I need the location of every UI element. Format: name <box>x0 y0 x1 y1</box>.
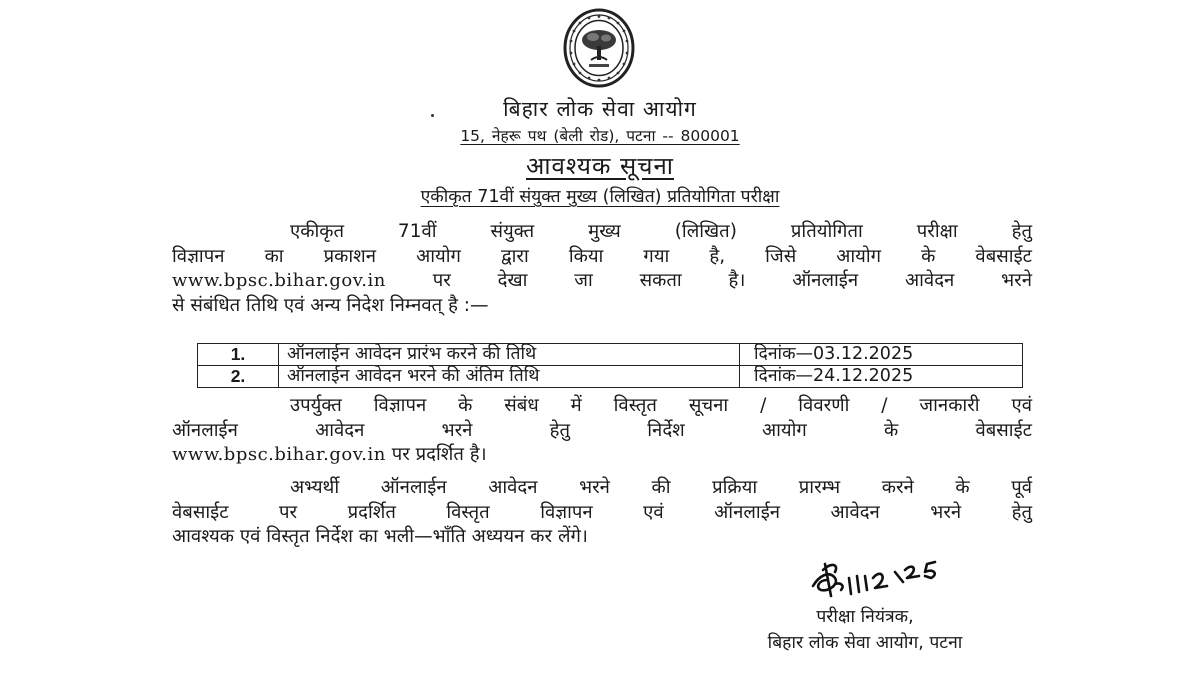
paragraph-line: एकीकृत 71वीं संयुक्त मुख्य (लिखित) प्रतियोगिता परीक्षा हेतु <box>290 221 1032 242</box>
paragraph-line: अभ्यर्थी ऑनलाईन आवेदन भरने की प्रक्रिया प्रारम्भ करने के पूर्व <box>290 477 1032 498</box>
organization-title: बिहार लोक सेवा आयोग <box>503 97 697 121</box>
paragraph-line: वेबसाईट पर प्रदर्शित विस्तृत विज्ञापन एवं ऑनलाईन आवेदन भरने हेतु <box>172 501 1032 523</box>
table-row <box>198 366 1023 388</box>
notice-heading: आवश्यक सूचना <box>525 152 675 180</box>
website-link[interactable]: www.bpsc.bihar.gov.in <box>172 270 386 291</box>
important-dates-table <box>197 343 1023 388</box>
row-date: दिनांक—03.12.2025 <box>740 344 1023 366</box>
paragraph-line: ऑनलाईन आवेदन भरने हेतु निर्देश आयोग के वेबसाईट <box>172 419 1032 441</box>
paragraph-candidate-instructions <box>172 476 1032 550</box>
paragraph-line: उपर्युक्त विज्ञापन के संबंध में विस्तृत सूचना / विवरणी / जानकारी एवं <box>290 395 1032 416</box>
signatory-designation: परीक्षा नियंत्रक, <box>816 607 914 627</box>
row-label: ऑनलाईन आवेदन प्रारंभ करने की तिथि <box>279 344 740 366</box>
table-row <box>198 344 1023 366</box>
paragraph-line: विज्ञापन का प्रकाशन आयोग द्वारा किया गया है, जिसे आयोग के वेबसाईट <box>172 245 1032 267</box>
paragraph-advertisement-info <box>172 220 1032 318</box>
paragraph-line: आवश्यक एवं विस्तृत निर्देश का भली—भाँति अध्ययन कर लेंगे। <box>172 526 588 547</box>
paragraph-line: www.bpsc.bihar.gov.in पर देखा जा सकता है। ऑनलाईन आवेदन भरने <box>172 270 1032 291</box>
row-serial: 2. <box>198 366 279 388</box>
paragraph-line: से संबंधित तिथि एवं अन्य निदेश निम्नवत् है :— <box>172 294 489 316</box>
paragraph-line: www.bpsc.bihar.gov.in पर प्रदर्शित है। <box>172 444 487 465</box>
row-label: ऑनलाईन आवेदन भरने की अंतिम तिथि <box>279 366 740 388</box>
signatory-organization: बिहार लोक सेवा आयोग, पटना <box>767 633 963 653</box>
row-date: दिनांक—24.12.2025 <box>740 366 1023 388</box>
notice-subtitle: एकीकृत 71वीं संयुक्त मुख्य (लिखित) प्रतियोगिता परीक्षा <box>420 187 780 207</box>
paragraph-details-info <box>172 394 1032 468</box>
bpsc-seal-icon <box>563 8 635 88</box>
organization-address: 15, नेहरू पथ (बेली रोड), पटना -- 800001 <box>460 127 740 145</box>
handwritten-signature-icon <box>805 556 965 606</box>
row-serial: 1. <box>198 344 279 366</box>
website-link[interactable]: www.bpsc.bihar.gov.in <box>172 444 386 465</box>
